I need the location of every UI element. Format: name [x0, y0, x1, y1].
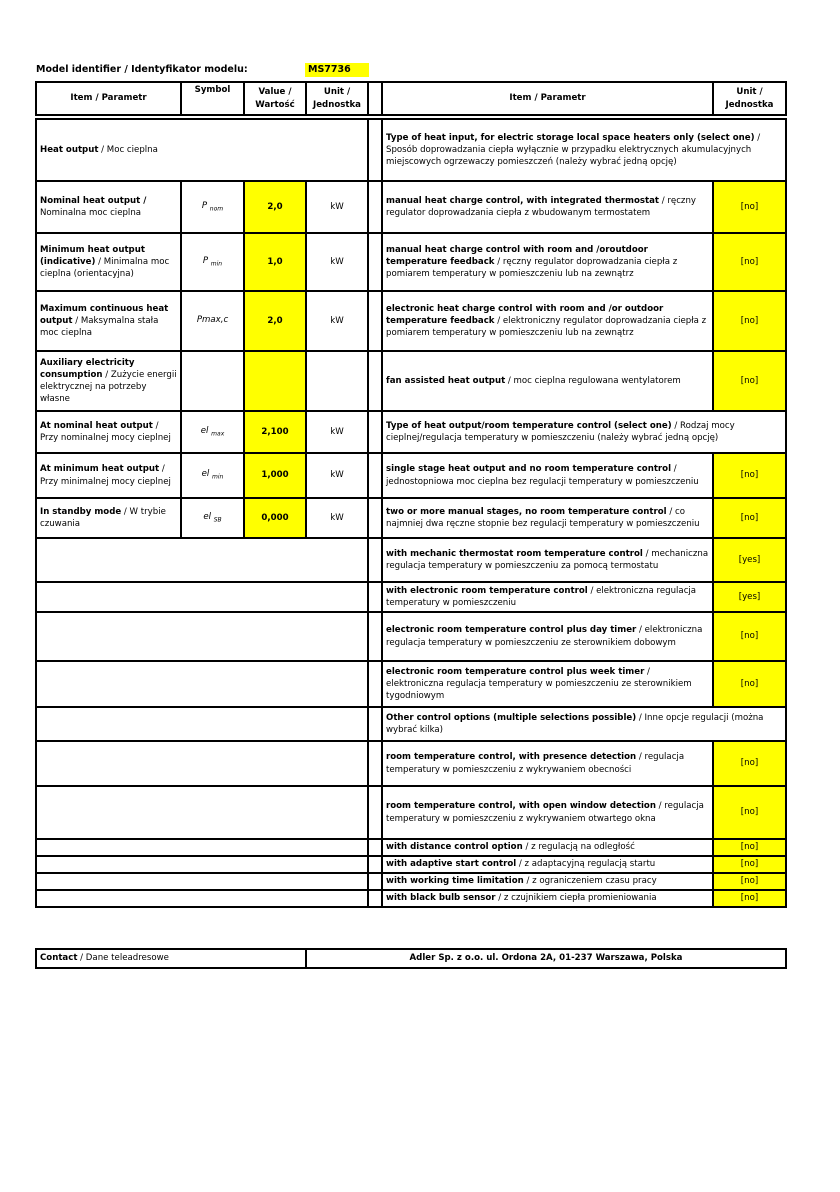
right-item-cell: with black bulb sensor / z czujnikiem ciepła promieniowania	[382, 890, 713, 907]
table-row	[36, 661, 786, 707]
right-value-cell: [no]	[713, 741, 786, 786]
left-item-cell: Nominal heat output / Nominalna moc cieplna	[36, 181, 181, 233]
right-item-header: Item / Parametr	[382, 82, 713, 115]
empty-left-cell	[36, 612, 368, 661]
left-item-header: Item / Parametr	[36, 82, 181, 115]
empty-left-cell	[36, 786, 368, 839]
right-item-cell: Other control options (multiple selections possible) / Inne opcje regulacji (można wybrać kilka)	[382, 707, 786, 741]
empty-left-cell	[36, 582, 368, 612]
column-spacer	[368, 453, 382, 498]
right-unit-header: Unit / Jednostka	[713, 82, 786, 115]
right-value-cell: [no]	[713, 661, 786, 707]
column-spacer	[368, 890, 382, 907]
symbol-cell	[181, 351, 244, 411]
table-row	[36, 453, 786, 498]
right-value-cell: [no]	[713, 873, 786, 890]
left-item-cell: At minimum heat output / Przy minimalnej mocy cieplnej	[36, 453, 181, 498]
table-row	[36, 707, 786, 741]
model-identifier-label: Model identifier / Identyfikator modelu:	[36, 64, 248, 75]
right-value-cell: [no]	[713, 351, 786, 411]
value-cell: 2,0	[244, 181, 306, 233]
column-spacer	[368, 411, 382, 453]
empty-left-cell	[36, 538, 368, 582]
right-value-cell: [yes]	[713, 582, 786, 612]
right-value-cell: [yes]	[713, 538, 786, 582]
column-spacer	[368, 839, 382, 856]
table-row	[36, 538, 786, 582]
table-row	[36, 786, 786, 839]
left-item-cell: Maximum continuous heat output / Maksymalna stała moc cieplna	[36, 291, 181, 351]
spec-table	[35, 118, 787, 908]
unit-cell	[306, 351, 368, 411]
table-row	[36, 233, 786, 291]
right-item-cell: Type of heat output/room temperature control (select one) / Rodzaj mocy cieplnej/regulacja temperatury w pomieszczeniu (należy wybrać jedną opcję)	[382, 411, 786, 453]
right-item-cell: single stage heat output and no room temperature control / jednostopniowa moc cieplna bez regulacji temperatury w pomieszczeniu	[382, 453, 713, 498]
header-table	[35, 81, 787, 116]
left-item-cell: Heat output / Moc cieplna	[36, 119, 368, 181]
column-spacer	[368, 786, 382, 839]
column-spacer	[368, 661, 382, 707]
right-item-cell: with electronic room temperature control / elektroniczna regulacja temperatury w pomieszczeniu	[382, 582, 713, 612]
right-item-cell: room temperature control, with presence detection / regulacja temperatury w pomieszczeniu z wykrywaniem obecności	[382, 741, 713, 786]
right-value-cell: [no]	[713, 291, 786, 351]
column-spacer	[368, 612, 382, 661]
empty-left-cell	[36, 890, 368, 907]
symbol-cell: P $_{nom}$	[181, 181, 244, 233]
column-spacer	[368, 82, 382, 115]
unit-cell: kW	[306, 411, 368, 453]
unit-cell: kW	[306, 453, 368, 498]
column-spacer	[368, 233, 382, 291]
value-cell: 2,100	[244, 411, 306, 453]
right-item-cell: with working time limitation / z ograniczeniem czasu pracy	[382, 873, 713, 890]
right-item-cell: electronic heat charge control with room and /or outdoor temperature feedback / elektroniczny regulator doprowadzania ciepła z pomiarem temperatury w pomieszczeniu lub na zewnątrz	[382, 291, 713, 351]
symbol-cell: Pmax,c	[181, 291, 244, 351]
value-cell: 0,000	[244, 498, 306, 538]
column-spacer	[368, 856, 382, 873]
contact-value: Adler Sp. z o.o. ul. Ordona 2A, 01-237 Warszawa, Polska	[306, 949, 786, 968]
table-row	[36, 119, 786, 181]
right-item-cell: with adaptive start control / z adaptacyjną regulacją startu	[382, 856, 713, 873]
empty-left-cell	[36, 661, 368, 707]
symbol-cell: el $_{max}$	[181, 411, 244, 453]
right-item-cell: fan assisted heat output / moc cieplna regulowana wentylatorem	[382, 351, 713, 411]
right-value-cell: [no]	[713, 890, 786, 907]
left-unit-header: Unit / Jednostka	[306, 82, 368, 115]
right-item-cell: electronic room temperature control plus day timer / elektroniczna regulacja temperatury w pomieszczeniu ze sterownikiem dobowym	[382, 612, 713, 661]
left-symbol-header: Symbol	[181, 82, 244, 115]
right-value-cell: [no]	[713, 839, 786, 856]
contact-label: Contact / Dane teleadresowe	[36, 949, 306, 968]
right-item-cell: manual heat charge control, with integrated thermostat / ręczny regulator doprowadzania ciepła z wbudowanym termostatem	[382, 181, 713, 233]
contact-table	[35, 948, 787, 969]
left-item-cell: In standby mode / W trybie czuwania	[36, 498, 181, 538]
model-identifier-value: MS7736	[305, 63, 369, 77]
unit-cell: kW	[306, 233, 368, 291]
empty-left-cell	[36, 873, 368, 890]
unit-cell: kW	[306, 291, 368, 351]
column-spacer	[368, 538, 382, 582]
right-item-cell: electronic room temperature control plus week timer / elektroniczna regulacja temperatury w pomieszczeniu ze sterownikiem tygodniowym	[382, 661, 713, 707]
symbol-cell: el $_{SB}$	[181, 498, 244, 538]
table-row	[36, 582, 786, 612]
right-item-cell: two or more manual stages, no room temperature control / co najmniej dwa ręczne stopnie bez regulacji temperatury w pomieszczeniu	[382, 498, 713, 538]
empty-left-cell	[36, 741, 368, 786]
table-row	[36, 351, 786, 411]
right-value-cell: [no]	[713, 786, 786, 839]
table-row	[36, 291, 786, 351]
column-spacer	[368, 291, 382, 351]
right-value-cell: [no]	[713, 453, 786, 498]
column-spacer	[368, 741, 382, 786]
table-row	[36, 856, 786, 873]
value-cell	[244, 351, 306, 411]
value-cell: 1,0	[244, 233, 306, 291]
symbol-cell: P $_{min}$	[181, 233, 244, 291]
table-row	[36, 181, 786, 233]
empty-left-cell	[36, 856, 368, 873]
right-item-cell: Type of heat input, for electric storage local space heaters only (select one) / Sposób doprowadzania ciepła wyłącznie w przypadku elektrycznych akumulacyjnych miejscowych ogrzewaczy pomieszczeń (należy wybrać jedną opcję)	[382, 119, 786, 181]
empty-left-cell	[36, 707, 368, 741]
unit-cell: kW	[306, 498, 368, 538]
column-spacer	[368, 119, 382, 181]
right-value-cell: [no]	[713, 233, 786, 291]
column-spacer	[368, 498, 382, 538]
table-row	[36, 498, 786, 538]
table-row	[36, 612, 786, 661]
table-row	[36, 411, 786, 453]
value-cell: 1,000	[244, 453, 306, 498]
left-item-cell: At nominal heat output / Przy nominalnej mocy cieplnej	[36, 411, 181, 453]
column-spacer	[368, 582, 382, 612]
symbol-cell: el $_{min}$	[181, 453, 244, 498]
column-spacer	[368, 873, 382, 890]
left-item-cell: Auxiliary electricity consumption / Zużycie energii elektrycznej na potrzeby własne	[36, 351, 181, 411]
column-spacer	[368, 181, 382, 233]
right-value-cell: [no]	[713, 181, 786, 233]
right-value-cell: [no]	[713, 498, 786, 538]
left-value-header: Value / Wartość	[244, 82, 306, 115]
right-value-cell: [no]	[713, 612, 786, 661]
table-row	[36, 839, 786, 856]
right-item-cell: with mechanic thermostat room temperature control / mechaniczna regulacja temperatury w pomieszczeniu za pomocą termostatu	[382, 538, 713, 582]
table-row	[36, 890, 786, 907]
right-value-cell: [no]	[713, 856, 786, 873]
right-item-cell: with distance control option / z regulacją na odległość	[382, 839, 713, 856]
table-row	[36, 873, 786, 890]
left-item-cell: Minimum heat output (indicative) / Minimalna moc cieplna (orientacyjna)	[36, 233, 181, 291]
value-cell: 2,0	[244, 291, 306, 351]
column-spacer	[368, 351, 382, 411]
table-row	[36, 741, 786, 786]
right-item-cell: manual heat charge control with room and /oroutdoor temperature feedback / ręczny regulator doprowadzania ciepła z pomiarem temperatury w pomieszczeniu lub na zewnątrz	[382, 233, 713, 291]
right-item-cell: room temperature control, with open window detection / regulacja temperatury w pomieszczeniu z wykrywaniem otwartego okna	[382, 786, 713, 839]
empty-left-cell	[36, 839, 368, 856]
unit-cell: kW	[306, 181, 368, 233]
column-spacer	[368, 707, 382, 741]
